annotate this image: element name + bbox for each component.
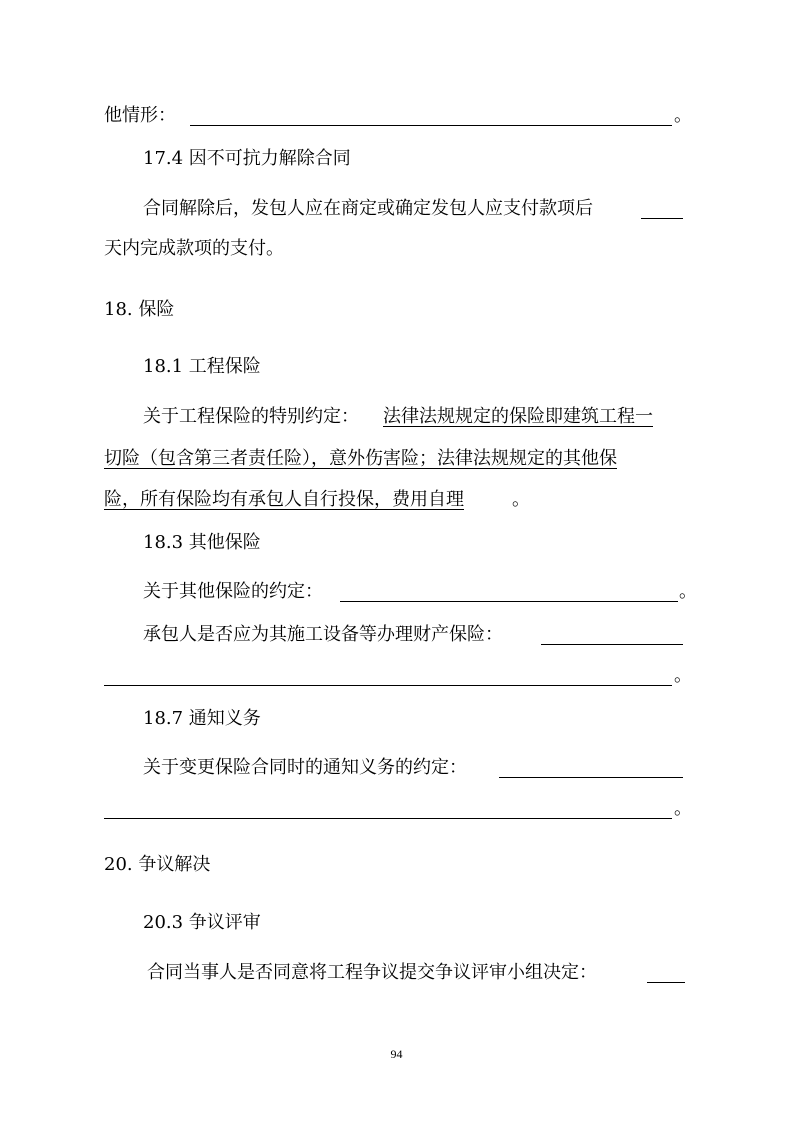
property-insurance-blank[interactable] bbox=[541, 644, 683, 645]
heading-18-1-text: 18.1 工程保险 bbox=[143, 356, 261, 377]
heading-18-text: 18. 保险 bbox=[104, 299, 175, 320]
period: 。 bbox=[674, 798, 692, 819]
heading-17-4-text: 17.4 因不可抗力解除合同 bbox=[143, 148, 351, 169]
period: 。 bbox=[674, 665, 692, 686]
payment-days-blank[interactable] bbox=[641, 218, 683, 219]
property-insurance-blank-cont[interactable] bbox=[104, 685, 672, 686]
other-circumstances-label: 他情形： bbox=[104, 105, 176, 126]
paragraph-18-1-filled-cont: 切险（包含第三者责任险），意外伤害险；法律法规规定的其他保 bbox=[104, 448, 617, 469]
dispute-review-label: 合同当事人是否同意将工程争议提交争议评审小组决定： bbox=[147, 962, 597, 983]
paragraph-17-4-text-cont: 天内完成款项的支付。 bbox=[104, 238, 284, 259]
notice-obligation-blank[interactable] bbox=[499, 777, 683, 778]
heading-20-text: 20. 争议解决 bbox=[104, 854, 211, 875]
other-circumstances-blank[interactable] bbox=[190, 125, 672, 126]
dispute-review-blank[interactable] bbox=[647, 982, 685, 983]
page-number: 94 bbox=[390, 1047, 403, 1061]
paragraph-18-1-prefix: 关于工程保险的特别约定： bbox=[143, 406, 359, 427]
paragraph-18-1-filled: 法律法规规定的保险即建筑工程一 bbox=[383, 406, 653, 427]
paragraph-18-1-filled-end: 险，所有保险均有承包人自行投保，费用自理 bbox=[104, 489, 464, 510]
notice-obligation-label: 关于变更保险合同时的通知义务的约定： bbox=[143, 757, 467, 778]
heading-18-7-text: 18.7 通知义务 bbox=[143, 708, 261, 729]
period: 。 bbox=[512, 489, 530, 510]
other-insurance-label: 关于其他保险的约定： bbox=[143, 581, 323, 602]
period: 。 bbox=[674, 105, 692, 126]
property-insurance-label: 承包人是否应为其施工设备等办理财产保险： bbox=[143, 624, 503, 645]
period: 。 bbox=[679, 581, 697, 602]
heading-18-3-text: 18.3 其他保险 bbox=[143, 532, 261, 553]
heading-20-3-text: 20.3 争议评审 bbox=[143, 912, 261, 933]
paragraph-17-4-text: 合同解除后，发包人应在商定或确定发包人应支付款项后 bbox=[143, 198, 593, 219]
other-insurance-blank[interactable] bbox=[340, 601, 678, 602]
notice-obligation-blank-cont[interactable] bbox=[104, 818, 672, 819]
